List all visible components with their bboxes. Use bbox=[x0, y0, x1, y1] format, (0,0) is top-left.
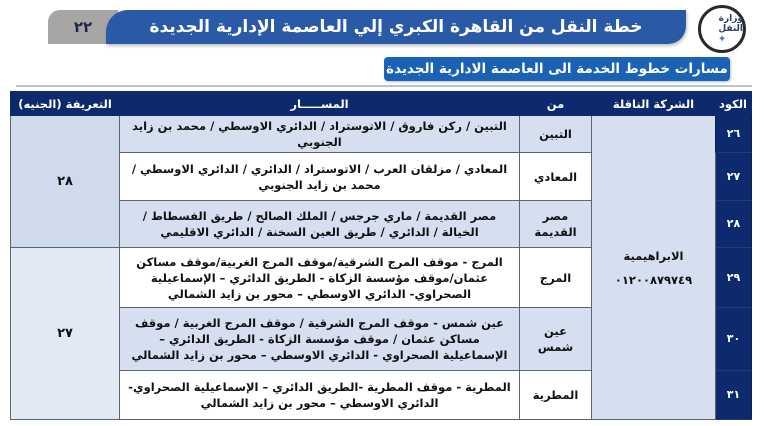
from-cell: المعادي bbox=[520, 153, 592, 201]
logo-text: وزارة النقل bbox=[718, 13, 743, 34]
code-cell: ٢٩ bbox=[716, 248, 752, 308]
route-cell: المعادي / مزلقان العرب / الاتوستراد / الدائري / الدائري الاوسطي / محمد بن زايد الجنوبي bbox=[120, 153, 520, 201]
from-cell: مصر القديمة bbox=[520, 201, 592, 248]
code-cell: ٢٦ bbox=[716, 116, 752, 153]
from-cell: المرج bbox=[520, 248, 592, 308]
routes-table bbox=[10, 91, 752, 420]
header-company: الشركة الناقلة bbox=[592, 92, 716, 116]
page-number: ٢٢ bbox=[48, 10, 118, 44]
route-cell: التبين / ركن فاروق / الاتوستراد / الدائري الاوسطي / محمد بن زايد الجنوبي bbox=[120, 116, 520, 153]
company-name: الابراهيمية bbox=[623, 248, 684, 263]
header-code: الكود bbox=[716, 92, 752, 116]
company-phone: ٠١٢٠٠٨٧٩٧٤٩ bbox=[614, 272, 693, 287]
header-from: من bbox=[520, 92, 592, 116]
header-bar bbox=[48, 10, 686, 44]
page-title: خطة النقل من القاهرة الكبري إلي العاصمة الإدارية الجديدة bbox=[106, 10, 686, 44]
fare-cell: ٢٨ bbox=[11, 116, 120, 248]
ministry-logo-icon bbox=[698, 5, 746, 53]
from-cell: المطرية bbox=[520, 371, 592, 420]
code-cell: ٢٨ bbox=[716, 201, 752, 248]
code-cell: ٢٧ bbox=[716, 153, 752, 201]
from-cell: عين شمس bbox=[520, 308, 592, 371]
table-header-row bbox=[11, 92, 752, 116]
table-row bbox=[11, 116, 752, 153]
logo-emblem-icon: ✦ bbox=[717, 33, 727, 45]
route-cell: المطرية - موقف المطرية -الطريق الدائري – الإسماعيلية الصحراوي- الدائري الاوسطي – محور بن زايد الشمالي bbox=[120, 371, 520, 420]
code-cell: ٣١ bbox=[716, 371, 752, 420]
from-cell: التبين bbox=[520, 116, 592, 153]
route-cell: المرج - موقف المرج الشرقية/موقف المرج الغربية/موقف مساكن عثمان/موقف مؤسسة الزكاة - الطريق الدائري – الإسماعيلية الصحراوي- الدائري الاوسطي – محور بن زايد الشمالي bbox=[120, 248, 520, 308]
route-cell: عين شمس - موقف المرج الشرقية / موقف المرج الغربية / موقف مساكن عثمان / موقف مؤسسة الزكاة - الطريق الدائري – الإسماعيلية الصحراوي - الدائري الاوسطي – محور بن زايد الشمالي bbox=[120, 308, 520, 371]
divider bbox=[16, 85, 752, 87]
header-route: المســـــار bbox=[120, 92, 520, 116]
company-cell bbox=[592, 116, 716, 420]
section-subtitle: مسارات خطوط الخدمة الى العاصمة الادارية الجديدة bbox=[384, 57, 730, 81]
code-cell: ٣٠ bbox=[716, 308, 752, 371]
header-fare: التعريفة (الجنيه) bbox=[11, 92, 120, 116]
fare-cell: ٢٧ bbox=[11, 248, 120, 420]
route-cell: مصر القديمة / ماري جرجس / الملك الصالح / طريق الفسطاط / الخيالة / الدائري / طريق العين السخنة / الدائري الاقليمي bbox=[120, 201, 520, 248]
